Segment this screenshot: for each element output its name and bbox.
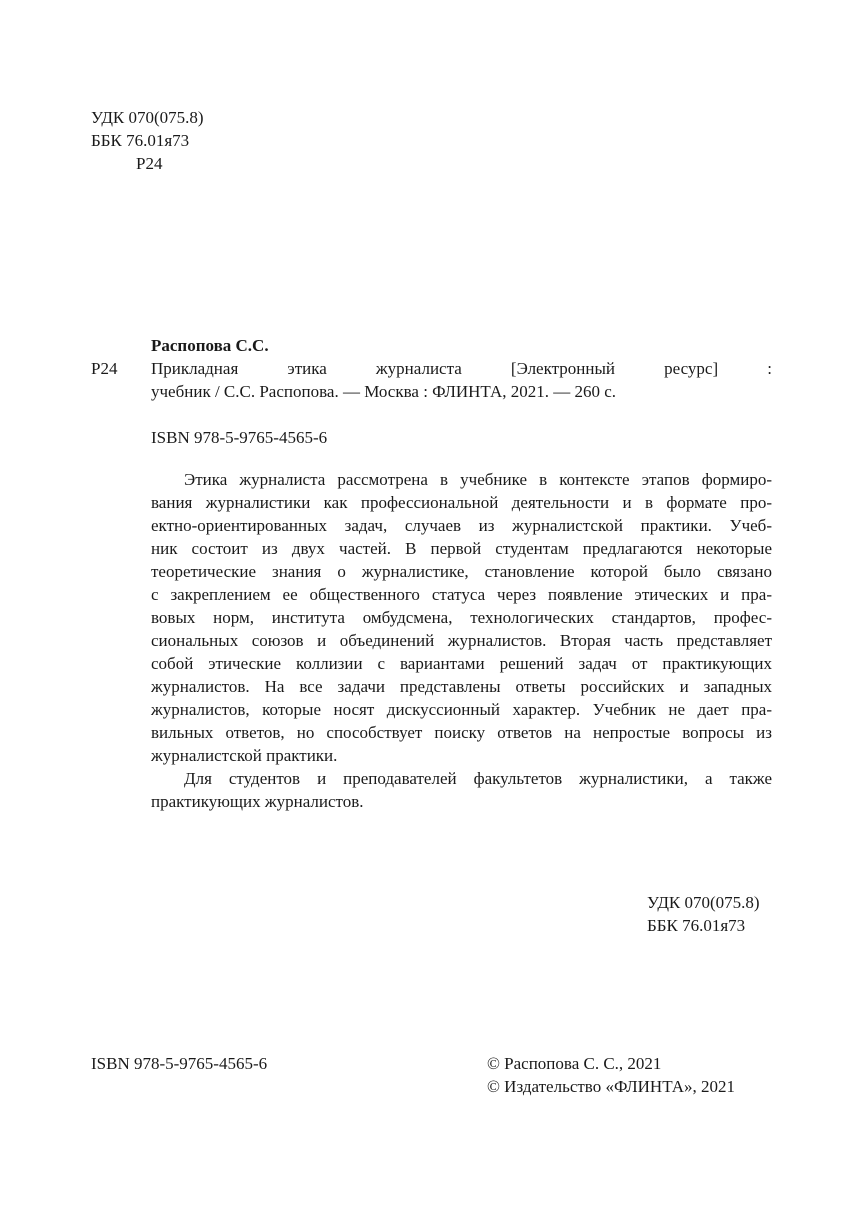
abstract-line: журналистов, которые носят дискуссионный характер. Учебник не дает пра- [151,700,772,719]
abstract-line: вильных ответов, но способствует поиску ответов на непростые вопросы из [151,723,772,742]
audience-line: практикующих журналистов. [151,792,364,811]
classification-codes-top [91,106,204,152]
bibliographic-description [151,357,772,403]
author-heading: Распопова С.С. [151,336,269,355]
copyright-publisher: © Издательство «ФЛИНТА», 2021 [487,1077,736,1096]
footer-isbn: ISBN 978-5-9765-4565-6 [91,1054,268,1073]
abstract-line: ник состоит из двух частей. В первой студентам предлагаются некоторые [151,539,772,558]
classification-codes-bottom [647,891,760,937]
abstract-line: с закреплением ее общественного статуса через появление этических и пра- [151,585,772,604]
audience-line: Для студентов и преподавателей факультетов журналистики, а также [184,769,772,788]
udk-code: УДК 070(075.8) [647,893,760,912]
abstract-line: журналистов. На все задачи представлены ответы российских и западных [151,677,772,696]
author-mark [136,152,162,175]
description-line: учебник / С.С. Распопова. — Москва : ФЛИНТА, 2021. — 260 с. [151,382,617,401]
abstract-line: ектно-ориентированных задач, случаев из журналистской практики. Учеб- [151,516,772,535]
abstract-line: Этика журналиста рассмотрена в учебнике в контексте этапов формиро- [184,470,772,489]
catalog-author-mark: Р24 [91,359,118,378]
copyright-notice [487,1052,735,1098]
bbk-code: ББК 76.01я73 [91,131,190,150]
abstract-line: вания журналистики как профессиональной деятельности и в формате про- [151,493,772,512]
author-mark-code: Р24 [136,154,163,173]
abstract-line: вовых норм, института омбудсмена, технологических стандартов, профес- [151,608,772,627]
bbk-code: ББК 76.01я73 [647,916,746,935]
abstract-line: собой этические коллизии с вариантами решений задач от практикующих [151,654,772,673]
abstract [151,468,772,813]
abstract-line: теоретические знания о журналистике, становление которой было связано [151,562,772,581]
copyright-author: © Распопова С. С., 2021 [487,1054,662,1073]
description-line: Прикладная этика журналиста [Электронный ресурс] : [151,359,772,378]
catalog-isbn: ISBN 978-5-9765-4565-6 [151,428,328,447]
abstract-line: сиональных союзов и объединений журналистов. Вторая часть представляет [151,631,772,650]
udk-code: УДК 070(075.8) [91,108,204,127]
abstract-line: журналистской практики. [151,746,338,765]
